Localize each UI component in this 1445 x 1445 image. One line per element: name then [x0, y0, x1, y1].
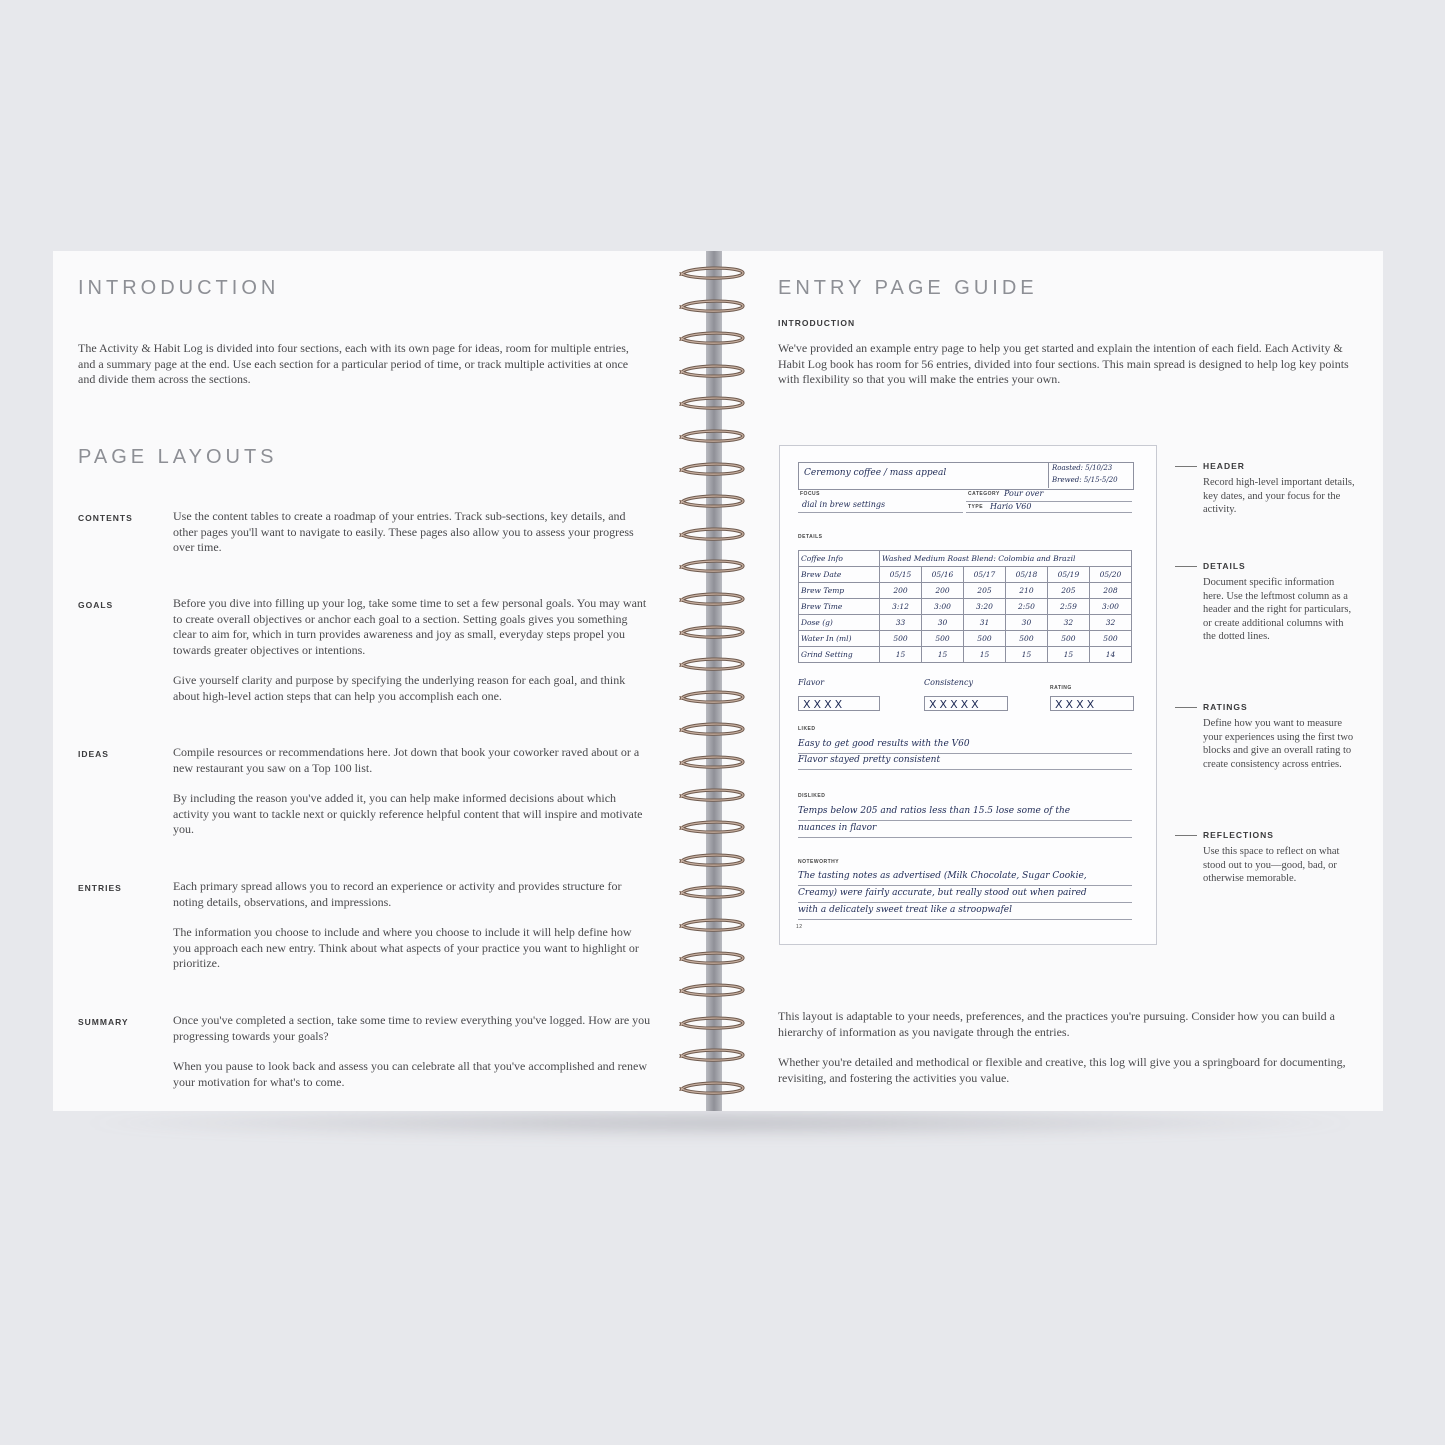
table-cell: 200: [880, 583, 922, 599]
table-cell: 205: [963, 583, 1005, 599]
right-introduction-text: We've provided an example entry page to help you get started and explain the intention of each field. Each Activity & Habit Log book has room for 56 entries, divided into four sections. This main spread is designed to help log key points with flexibility so that you will make the entries your own.: [778, 341, 1349, 386]
table-cell: Coffee Info: [799, 551, 880, 567]
details-label: DETAILS: [798, 534, 823, 540]
spiral-coil: [677, 588, 747, 610]
disliked-line-1: Temps below 205 and ratios less than 15.5 lose some of the: [798, 806, 1071, 816]
header-annotation-label: HEADER: [1203, 461, 1245, 471]
spiral-coil: [677, 360, 747, 382]
disliked-rule-2: [798, 837, 1132, 838]
entries-label: ENTRIES: [78, 883, 122, 893]
book-shadow: [70, 1108, 1370, 1138]
table-cell: 05/15: [880, 567, 922, 583]
table-cell: 15: [921, 647, 963, 663]
ideas-text-1: Compile resources or recommendations here. Jot down that book your coworker raved about or a new restaurant you saw on a Top 100 list.: [173, 745, 640, 775]
ratings-pointer: [1175, 707, 1197, 708]
spiral-coil: [677, 1044, 747, 1066]
noteworthy-line-1: The tasting notes as advertised (Milk Chocolate, Sugar Cookie,: [798, 871, 1087, 881]
disliked-label: DISLIKED: [798, 793, 826, 799]
table-cell: 30: [1005, 615, 1047, 631]
goals-label: GOALS: [78, 600, 114, 610]
table-cell: 2:59: [1047, 599, 1089, 615]
spiral-coil: [677, 262, 747, 284]
right-page: [713, 251, 1383, 1111]
liked-rule-1: [798, 753, 1132, 754]
reflections-annotation-text: Use this space to reflect on what stood out to you—good, bad, or otherwise memorable.: [1203, 846, 1340, 884]
table-cell: Brew Temp: [799, 583, 880, 599]
table-row: [799, 551, 1132, 567]
liked-rule-2: [798, 769, 1132, 770]
ideas-text-2: By including the reason you've added it, you can help make informed decisions about which activity you want to tackle next or quickly reference helpful content that will inspire and motivate you.: [173, 791, 643, 836]
goals-text-1: Before you dive into filling up your log, take some time to set a few personal goals. You may want to create overall objectives or anchor each goal to a section. Setting goals gives you something clear to aim for, which in turn provides awareness and joy as small, everyday steps propel you towards greater objectives or intentions.: [173, 596, 647, 657]
table-cell: 31: [963, 615, 1005, 631]
table-cell: Washed Medium Roast Blend: Colombia and Brazil: [880, 551, 1132, 567]
liked-line-1: Easy to get good results with the V60: [798, 739, 970, 749]
consistency-rating: XXXXX: [924, 696, 1008, 711]
liked-line-2: Flavor stayed pretty consistent: [798, 755, 941, 765]
spiral-coil: [677, 621, 747, 643]
disliked-rule-1: [798, 820, 1132, 821]
table-cell: Water In (ml): [799, 631, 880, 647]
spiral-coil: [677, 555, 747, 577]
outro-text-2: Whether you're detailed and methodical or flexible and creative, this log will give you a springboard for documenting, revisiting, and fostering the activities you value.: [778, 1055, 1346, 1085]
table-row: [799, 615, 1132, 631]
spiral-coil: [677, 947, 747, 969]
type-value: Hario V60: [990, 502, 1032, 511]
focus-label: FOCUS: [800, 491, 820, 497]
table-cell: 15: [963, 647, 1005, 663]
focus-value: dial in brew settings: [802, 500, 886, 509]
table-cell: 15: [1005, 647, 1047, 663]
noteworthy-line-3: with a delicately sweet treat like a stroopwafel: [798, 905, 1013, 915]
spiral-coil: [677, 1077, 747, 1099]
table-cell: 500: [921, 631, 963, 647]
introduction-text: The Activity & Habit Log is divided into four sections, each with its own page for ideas, room for multiple entries, and a summary page at the end. Use each section for a particular period of time, or track multiple activities at once and divide them across the sections.: [78, 341, 629, 386]
table-cell: 3:00: [921, 599, 963, 615]
header-pointer: [1175, 466, 1197, 467]
overall-rating: XXXX: [1050, 696, 1134, 711]
contents-label: CONTENTS: [78, 513, 133, 523]
table-cell: Brew Date: [799, 567, 880, 583]
spiral-coil: [677, 751, 747, 773]
spiral-coil: [677, 490, 747, 512]
spiral-coil: [677, 392, 747, 414]
category-value: Pour over: [1004, 489, 1044, 498]
focus-rule: [798, 512, 963, 513]
summary-text-2: When you pause to look back and assess you can celebrate all that you've accomplished and renew your motivation for what's to come.: [173, 1059, 647, 1089]
table-cell: 200: [921, 583, 963, 599]
spiral-coil: [677, 784, 747, 806]
spiral-coil: [677, 425, 747, 447]
table-cell: 05/19: [1047, 567, 1089, 583]
table-cell: 3:20: [963, 599, 1005, 615]
table-cell: 33: [880, 615, 922, 631]
details-annotation-text: Document specific information here. Use the leftmost column as a header and the right for particulars, or create additional columns with the dotted lines.: [1203, 577, 1352, 642]
table-cell: Dose (g): [799, 615, 880, 631]
table-cell: 05/16: [921, 567, 963, 583]
entries-text-2: The information you choose to include and where you choose to include it will help define how you approach each new entry. Think about what aspects of your practice you want to highlight or prioritize.: [173, 925, 639, 970]
table-row: [799, 567, 1132, 583]
contents-text: Use the content tables to create a roadmap of your entries. Track sub-sections, key details, and other pages you'll want to navigate to easily. These pages also allow you to assess your progress over time.: [173, 509, 634, 554]
table-cell: 14: [1089, 647, 1131, 663]
page-number: 12: [796, 924, 803, 930]
summary-label: SUMMARY: [78, 1017, 129, 1027]
spiral-coil: [677, 686, 747, 708]
spiral-coil: [677, 458, 747, 480]
type-rule: [966, 512, 1132, 513]
category-label: CATEGORY: [968, 491, 1000, 497]
spiral-coil: [677, 718, 747, 740]
sample-title: Ceremony coffee / mass appeal: [804, 468, 947, 478]
outro-text-1: This layout is adaptable to your needs, preferences, and the practices you're pursuing. Consider how you can build a hierarchy of information as you navigate through the entries.: [778, 1009, 1335, 1039]
noteworthy-rule-2: [798, 902, 1132, 903]
spiral-coil: [677, 816, 747, 838]
noteworthy-rule-3: [798, 919, 1132, 920]
table-cell: 205: [1047, 583, 1089, 599]
table-cell: 210: [1005, 583, 1047, 599]
table-cell: 500: [963, 631, 1005, 647]
table-cell: 15: [880, 647, 922, 663]
spiral-coil: [677, 979, 747, 1001]
details-table: [798, 550, 1132, 663]
consistency-label: Consistency: [924, 678, 973, 687]
introduction-heading: INTRODUCTION: [78, 277, 280, 299]
table-cell: 32: [1089, 615, 1131, 631]
spiral-coil: [677, 653, 747, 675]
spiral-coil: [677, 914, 747, 936]
noteworthy-line-2: Creamy) were fairly accurate, but really stood out when paired: [798, 888, 1087, 898]
type-label: TYPE: [968, 504, 984, 510]
table-cell: Brew Time: [799, 599, 880, 615]
table-cell: 30: [921, 615, 963, 631]
table-row: [799, 647, 1132, 663]
ideas-label: IDEAS: [78, 749, 109, 759]
table-cell: 3:00: [1089, 599, 1131, 615]
spiral-coil: [677, 295, 747, 317]
table-cell: 3:12: [880, 599, 922, 615]
table-cell: 05/20: [1089, 567, 1131, 583]
left-page: [53, 251, 713, 1111]
table-cell: 15: [1047, 647, 1089, 663]
table-cell: 05/17: [963, 567, 1005, 583]
table-cell: 500: [1005, 631, 1047, 647]
spiral-coil: [677, 881, 747, 903]
reflections-pointer: [1175, 835, 1197, 836]
details-annotation-label: DETAILS: [1203, 561, 1246, 571]
table-cell: 05/18: [1005, 567, 1047, 583]
table-cell: 208: [1089, 583, 1131, 599]
table-cell: 2:50: [1005, 599, 1047, 615]
roasted-date: Roasted: 5/10/23: [1052, 464, 1113, 472]
goals-text-2: Give yourself clarity and purpose by specifying the underlying reason for each goal, and think about high-level action steps that can help you accomplish each one.: [173, 673, 626, 703]
sample-entry-page: [779, 445, 1157, 945]
flavor-rating: XXXX: [798, 696, 880, 711]
table-cell: Grind Setting: [799, 647, 880, 663]
table-row: [799, 599, 1132, 615]
page-layouts-heading: PAGE LAYOUTS: [78, 446, 278, 468]
header-annotation-text: Record high-level important details, key dates, and your focus for the activity.: [1203, 477, 1355, 515]
spiral-coil: [677, 849, 747, 871]
table-cell: 500: [880, 631, 922, 647]
entry-page-guide-heading: ENTRY PAGE GUIDE: [778, 277, 1038, 299]
flavor-label: Flavor: [798, 678, 825, 687]
brewed-date: Brewed: 5/15-5/20: [1052, 476, 1118, 484]
noteworthy-rule-1: [798, 885, 1132, 886]
ratings-annotation-label: RATINGS: [1203, 702, 1248, 712]
rating-label: RATING: [1050, 685, 1072, 691]
disliked-line-2: nuances in flavor: [798, 823, 877, 833]
table-cell: 500: [1089, 631, 1131, 647]
table-cell: 500: [1047, 631, 1089, 647]
details-pointer: [1175, 566, 1197, 567]
summary-text-1: Once you've completed a section, take some time to review everything you've logged. How are you progressing towards your goals?: [173, 1013, 651, 1043]
entries-text-1: Each primary spread allows you to record an experience or activity and provides structure for noting details, observations, and impressions.: [173, 879, 622, 909]
noteworthy-label: NOTEWORTHY: [798, 859, 840, 865]
table-row: [799, 583, 1132, 599]
spiral-coil: [677, 523, 747, 545]
table-row: [799, 631, 1132, 647]
spiral-coil: [677, 327, 747, 349]
table-cell: 32: [1047, 615, 1089, 631]
ratings-annotation-text: Define how you want to measure your experiences using the first two blocks and give an overall rating to create consistency across entries.: [1203, 718, 1354, 770]
reflections-annotation-label: REFLECTIONS: [1203, 830, 1274, 840]
right-introduction-label: INTRODUCTION: [778, 318, 856, 328]
spiral-coil: [677, 1012, 747, 1034]
liked-label: LIKED: [798, 726, 816, 732]
